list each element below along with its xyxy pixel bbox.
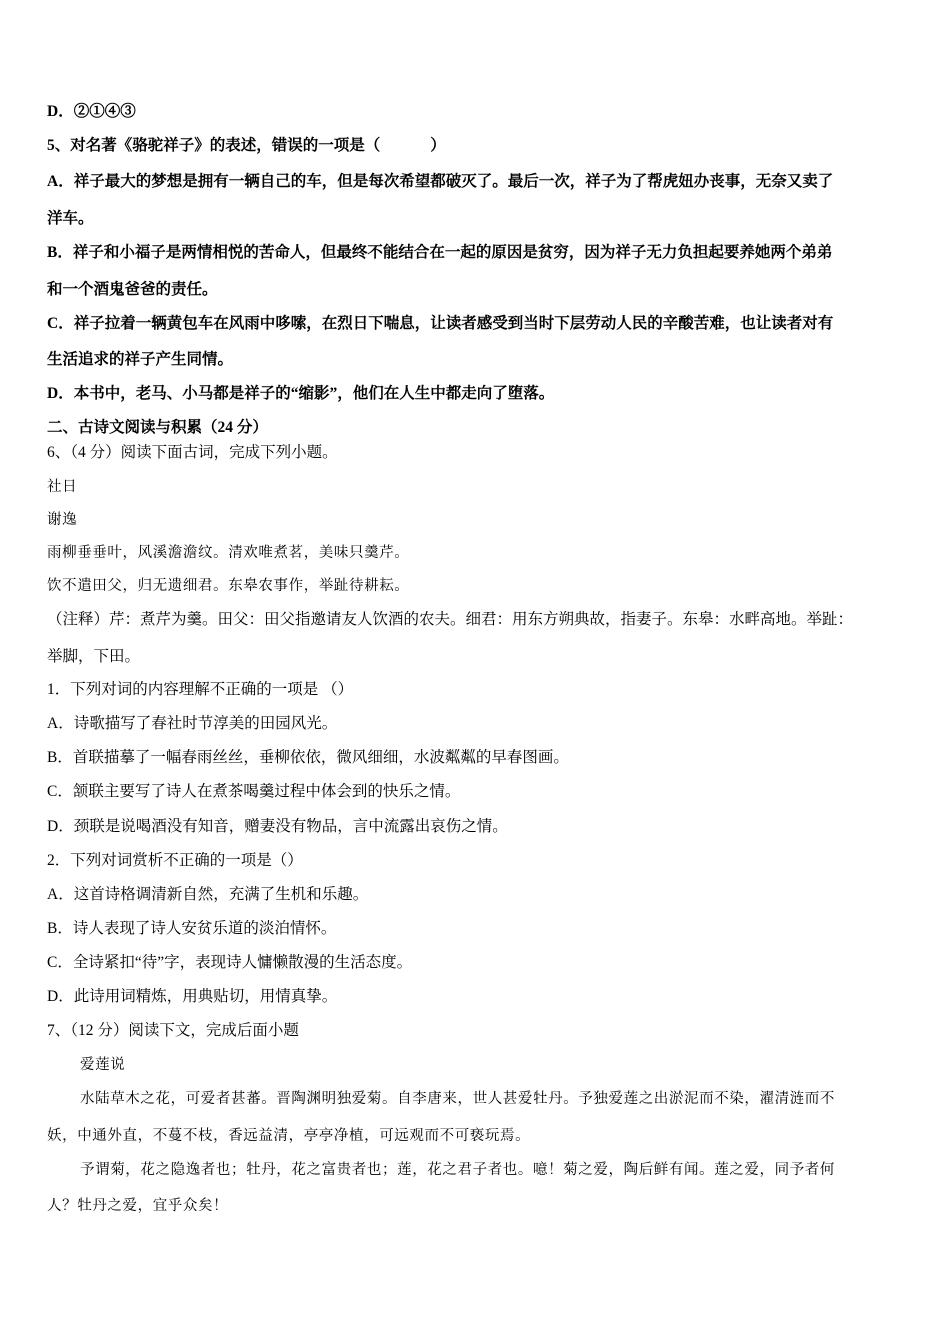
q6-sub1-option-b: B．首联描摹了一幅春雨丝丝，垂柳依依，微风细细，水波粼粼的早春图画。: [47, 749, 569, 766]
poem-author: 谢逸: [47, 512, 78, 528]
poem-title: 社日: [47, 479, 78, 495]
q5-option-d: D．本书中，老马、小马都是祥子的“缩影”，他们在人生中都走向了堕落。: [47, 385, 555, 402]
essay-paragraph-cont: 妖，中通外直，不蔓不枝，香远益清，亭亭净植，可远观而不可亵玩焉。: [47, 1128, 531, 1144]
q5-stem: [47, 136, 446, 156]
essay-paragraph-cont: 人？牡丹之爱，宜乎众矣！: [47, 1198, 229, 1214]
q5-option-b: B．祥子和小福子是两情相悦的苦命人，但最终不能结合在一起的原因是贫穷，因为祥子无力负担起要养她两个弟弟: [47, 244, 833, 261]
poem-notes: （注释）芹：煮芹为羹。田父：田父指邀请友人饮酒的农夫。细君：用东方朔典故，指妻子。东皋：水畔高地。举趾：: [47, 611, 854, 628]
q6-sub1-option-a: A．诗歌描写了春社时节淳美的田园风光。: [47, 715, 338, 732]
poem-line: 雨柳垂垂叶，风溪澹澹纹。清欢唯煮茗，美味只羹芹。: [47, 545, 410, 561]
q6-sub2-option-b: B．诗人表现了诗人安贫乐道的淡泊情怀。: [47, 920, 337, 937]
q6-sub2-option-a: A．这首诗格调清新自然，充满了生机和乐趣。: [47, 886, 369, 903]
q5-option-c: C．祥子拉着一辆黄包车在风雨中哆嗦，在烈日下喘息，让读者感受到当时下层劳动人民的辛酸苦难，也让读者对有: [47, 315, 834, 332]
q6-sub1-option-d: D．颈联是说喝酒没有知音，赠妻没有物品，言中流露出哀伤之情。: [47, 818, 508, 835]
essay-title: 爱莲说: [80, 1057, 126, 1073]
q7-stem: 7、（12 分）阅读下文，完成后面小题: [47, 1022, 299, 1039]
q6-sub2-option-c: C．全诗紧扣“待”字，表现诗人慵懒散漫的生活态度。: [47, 954, 413, 971]
q5-option-a-cont: 洋车。: [47, 210, 94, 227]
poem-line: 饮不遣田父，归无遗细君。东皋农事作，举趾待耕耘。: [47, 578, 410, 594]
poem-notes-cont: 举脚，下田。: [47, 648, 141, 665]
q5-stem-prefix: 5、对名著《骆驼祥子》的表述，错误的一项是（: [47, 137, 381, 154]
q6-stem: 6、（4 分）阅读下面古词，完成下列小题。: [47, 444, 338, 461]
q5-stem-suffix: ）: [430, 137, 446, 154]
essay-paragraph: 水陆草木之花，可爱者甚蕃。晋陶渊明独爱菊。自李唐来，世人甚爱牡丹。予独爱莲之出淤泥而不染，濯清涟而不: [80, 1091, 835, 1107]
section-heading: 二、古诗文阅读与积累（24 分）: [47, 419, 268, 436]
q6-sub1-stem: 1．下列对词的内容理解不正确的一项是 （）: [47, 681, 354, 698]
q5-option-a: A．祥子最大的梦想是拥有一辆自己的车，但是每次希望都破灭了。最后一次，祥子为了帮虎妞办丧事，无奈又卖了: [47, 173, 834, 190]
q5-option-c-cont: 生活追求的祥子产生同情。: [47, 351, 234, 368]
q4-option-d: D．②①④③: [47, 103, 136, 120]
q5-option-b-cont: 和一个酒鬼爸爸的责任。: [47, 281, 218, 298]
q6-sub1-option-c: C．颔联主要写了诗人在煮茶喝羹过程中体会到的快乐之情。: [47, 783, 461, 800]
essay-paragraph: 予谓菊，花之隐逸者也；牡丹，花之富贵者也；莲，花之君子者也。噫！菊之爱，陶后鲜有闻。莲之爱，同予者何: [80, 1162, 835, 1178]
q6-sub2-stem: 2．下列对词赏析不正确的一项是（）: [47, 852, 303, 869]
q6-sub2-option-d: D．此诗用词精炼，用典贴切，用情真挚。: [47, 988, 338, 1005]
